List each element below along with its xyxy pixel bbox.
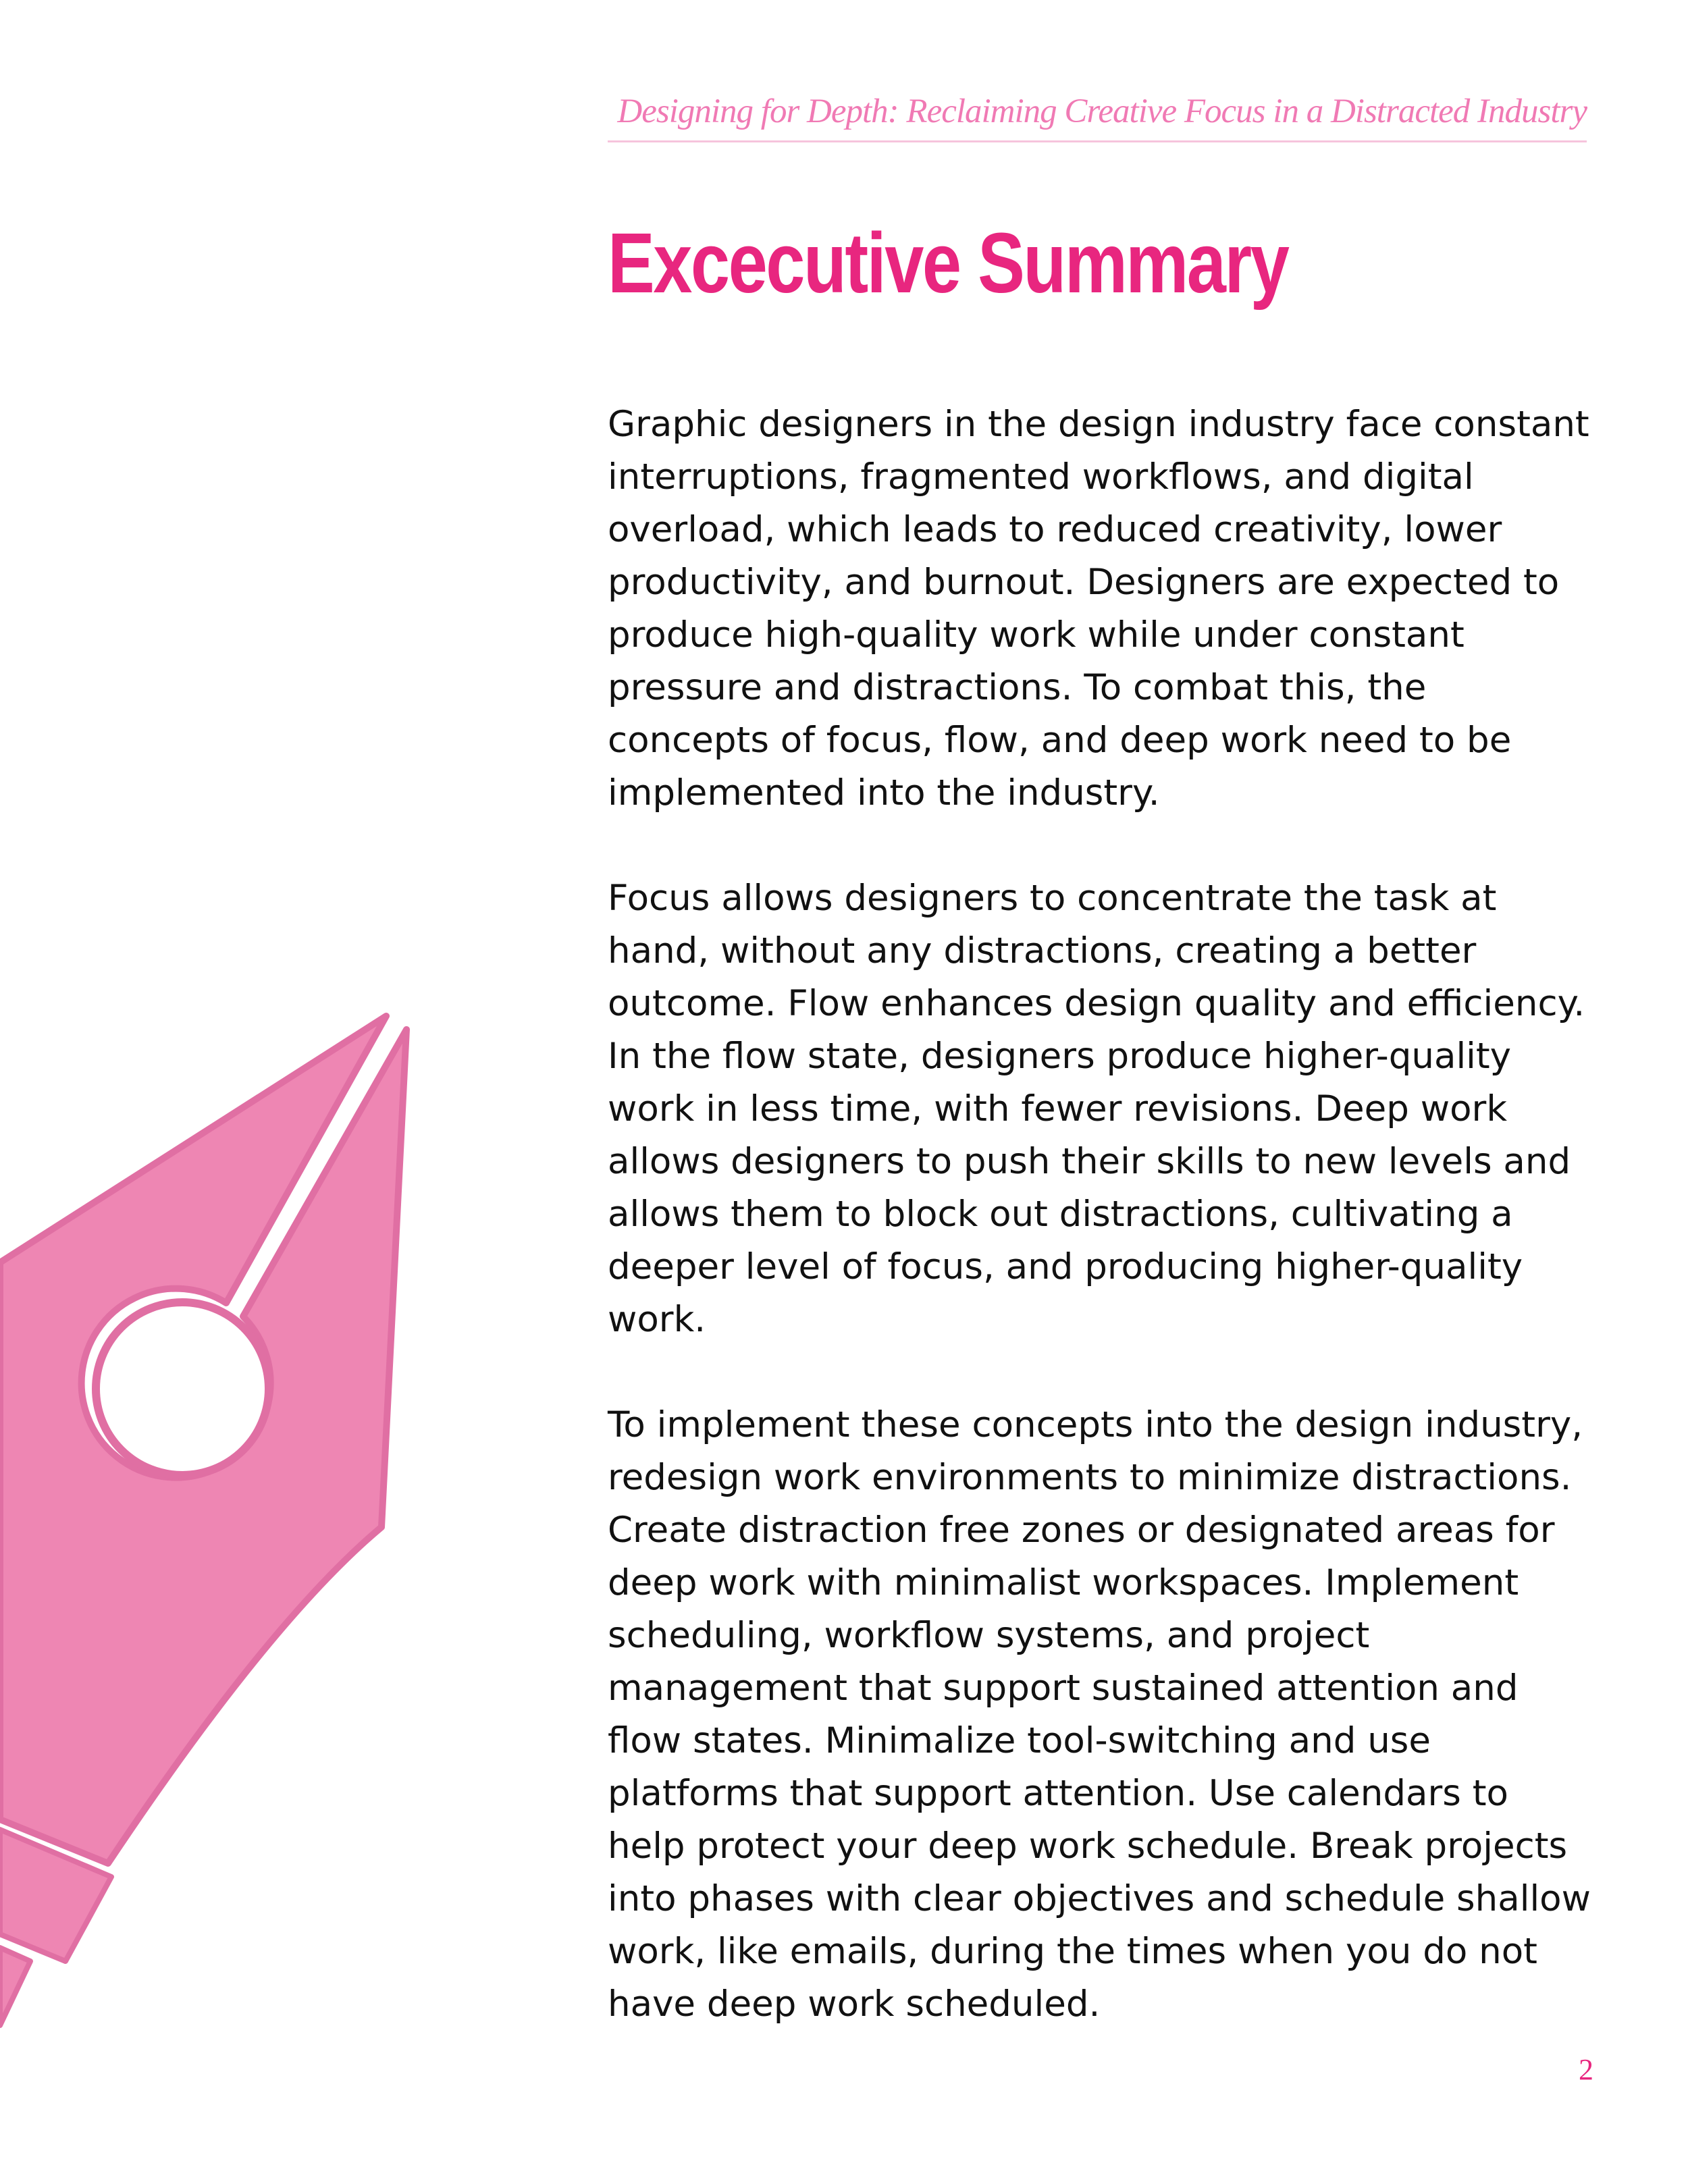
pen-barrel xyxy=(0,1948,30,2025)
page-title: Excecutive Summary xyxy=(608,215,1288,311)
paragraph-problem: Graphic designers in the design industry face constant interruptions, fragmented workflows, and digital overload, which leads to reduced creativity, lower productivity, and burnout. Designers are expected to produce high-quality work while under constant pressure and distractions. To combat this, the concepts of focus, flow, and deep work need to be implemented into the industry. xyxy=(608,404,1589,814)
paragraph-concepts: Focus allows designers to concentrate the task at hand, without any distractions, creating a better outcome. Flow enhances design quality and efficiency. In the flow state, designers produce higher-quality work in less time, with fewer revisions. Deep work allows designers to push their skills to new levels and allows them to block out distractions, cultivating a deeper level of focus, and producing higher-quality work. xyxy=(608,878,1585,1340)
body-text xyxy=(608,398,1593,2083)
header-divider xyxy=(608,140,1587,142)
page-number: 2 xyxy=(1579,2053,1593,2086)
paragraph-implementation: To implement these concepts into the design industry, redesign work environments to minimize distractions. Create distraction free zones or designated areas for deep work with minimalist workspaces. Implement scheduling, workflow systems, and project management that support sustained attention and flow states. Minimalize tool-switching and use platforms that support attention. Use calendars to help protect your deep work schedule. Break projects into phases with clear objectives and schedule shallow work, like emails, during the times when you do not have deep work scheduled. xyxy=(608,1404,1591,2025)
pen-nib-breather-hole xyxy=(96,1302,269,1475)
running-header-title: Designing for Depth: Reclaiming Creative Focus in a Distracted Industry xyxy=(617,92,1587,130)
